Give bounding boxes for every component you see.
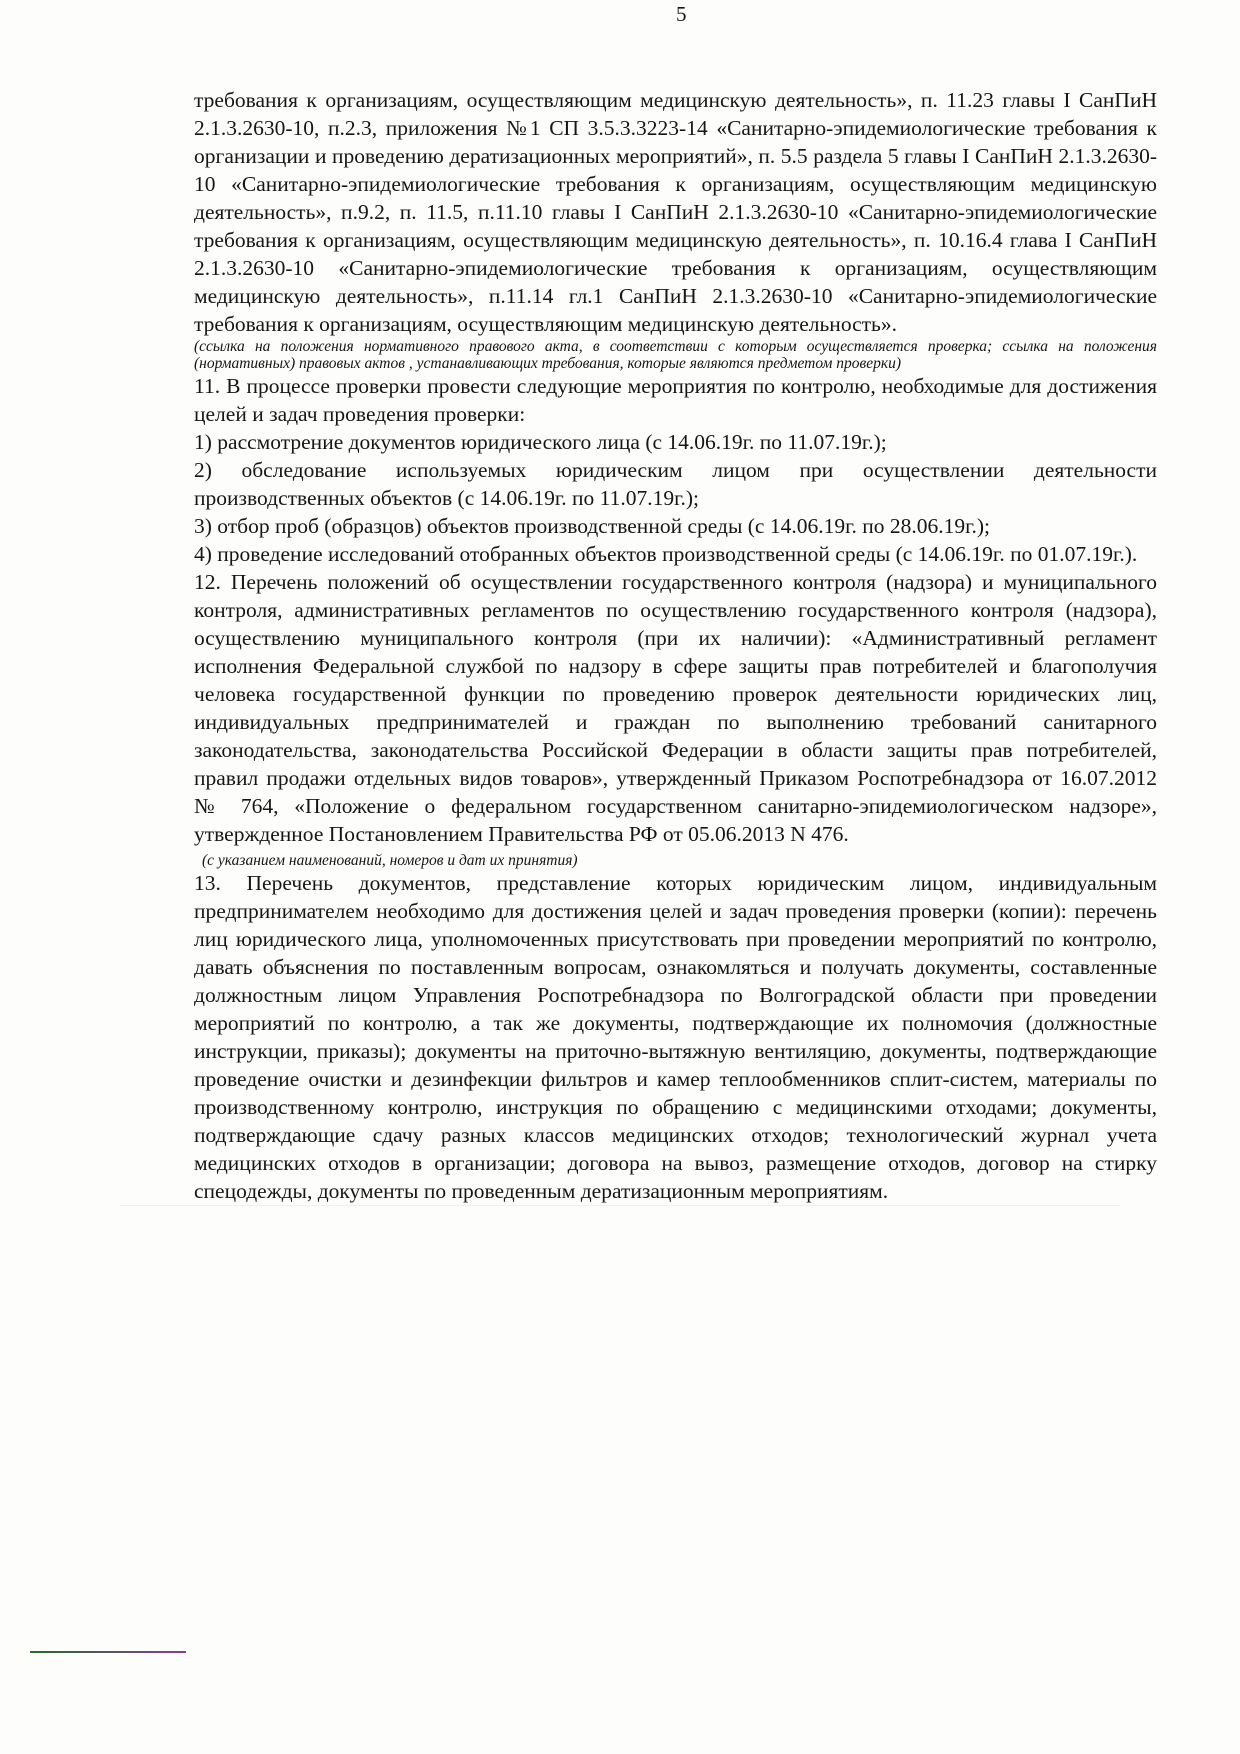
document-body: [194, 86, 1157, 1205]
paragraph-11-item-2: 2) обследование используемых юридическим лицом при осуществлении деятельности производственных объектов (с 14.06.19г. по 11.07.19г.);: [194, 458, 1157, 510]
note-legal-references: (ссылка на положения нормативного правового акта, в соответствии с которым осуществляется проверка; ссылка на положения (нормативных) правовых актов , устанавливающих требования, которые являются предметом проверки): [194, 338, 1157, 372]
paragraph-11-item-4: 4) проведение исследований отобранных объектов производственной среды (с 14.06.19г. по 01.07.19г.).: [194, 542, 1138, 566]
page-number: 5: [676, 2, 687, 26]
paragraph-11-item-3: 3) отбор проб (образцов) объектов производственной среды (с 14.06.19г. по 28.06.19г.);: [194, 514, 991, 538]
bottom-ink-line: [30, 1651, 186, 1653]
paragraph-11-item-1: 1) рассмотрение документов юридического лица (с 14.06.19г. по 11.07.19г.);: [194, 430, 887, 454]
paragraph-10-continuation: требования к организациям, осуществляющим медицинскую деятельность», п. 11.23 главы I СанПиН 2.1.3.2630-10, п.2.3, приложения №1 СП 3.5.3.3223-14 «Санитарно-эпидемиологические требования к организации и проведению дератизационных мероприятий», п. 5.5 раздела 5 главы I СанПиН 2.1.3.2630-10 «Санитарно-эпидемиологические требования к организациям, осуществляющим медицинскую деятельность», п.9.2, п. 11.5, п.11.10 главы I СанПиН 2.1.3.2630-10 «Санитарно-эпидемиологические требования к организациям, осуществляющим медицинскую деятельность», п. 10.16.4 глава I СанПиН 2.1.3.2630-10 «Санитарно-эпидемиологические требования к организациям, осуществляющим медицинскую деятельность», п.11.14 гл.1 СанПиН 2.1.3.2630-10 «Санитарно-эпидемиологические требования к организациям, осуществляющим медицинскую деятельность».: [194, 88, 1157, 336]
note-names-numbers-dates: (с указанием наименований, номеров и дат их принятия): [202, 852, 578, 869]
faint-rule: [120, 1205, 1120, 1206]
paragraph-12: 12. Перечень положений об осуществлении государственного контроля (надзора) и муниципального контроля, административных регламентов по осуществлению государственного контроля (надзора), осуществлению муниципального контроля (при их наличии): «Административный регламент исполнения Федеральной службой по надзору в сфере защиты прав потребителей и благополучия человека государственной функции по проведению проверок деятельности юридических лиц, индивидуальных предпринимателей и граждан по выполнению требований санитарного законодательства, законодательства Российской Федерации в области защиты прав потребителей, правил продажи отдельных видов товаров», утвержденный Приказом Роспотребнадзора от 16.07.2012 № 764, «Положение о федеральном государственном санитарно-эпидемиологическом надзоре», утвержденное Постановлением Правительства РФ от 05.06.2013 N 476.: [194, 570, 1157, 846]
paragraph-11-intro: 11. В процессе проверки провести следующие мероприятия по контролю, необходимые для достижения целей и задач проведения проверки:: [194, 374, 1157, 426]
paragraph-13: 13. Перечень документов, представление которых юридическим лицом, индивидуальным предпринимателем необходимо для достижения целей и задач проведения проверки (копии): перечень лиц юридического лица, уполномоченных присутствовать при проведении мероприятий по контролю, давать объяснения по поставленным вопросам, ознакомляться и получать документы, составленные должностным лицом Управления Роспотребнадзора по Волгоградской области при проведении мероприятий по контролю, а так же документы, подтверждающие их полномочия (должностные инструкции, приказы); документы на приточно-вытяжную вентиляцию, документы, подтверждающие проведение очистки и дезинфекции фильтров и камер теплообменников сплит-систем, материалы по производственному контролю, инструкция по обращению с медицинскими отходами; документы, подтверждающие сдачу разных классов медицинских отходов; технологический журнал учета медицинских отходов в организации; договора на вывоз, размещение отходов, договор на стирку спецодежды, документы по проведенным дератизационным мероприятиям.: [194, 871, 1157, 1203]
